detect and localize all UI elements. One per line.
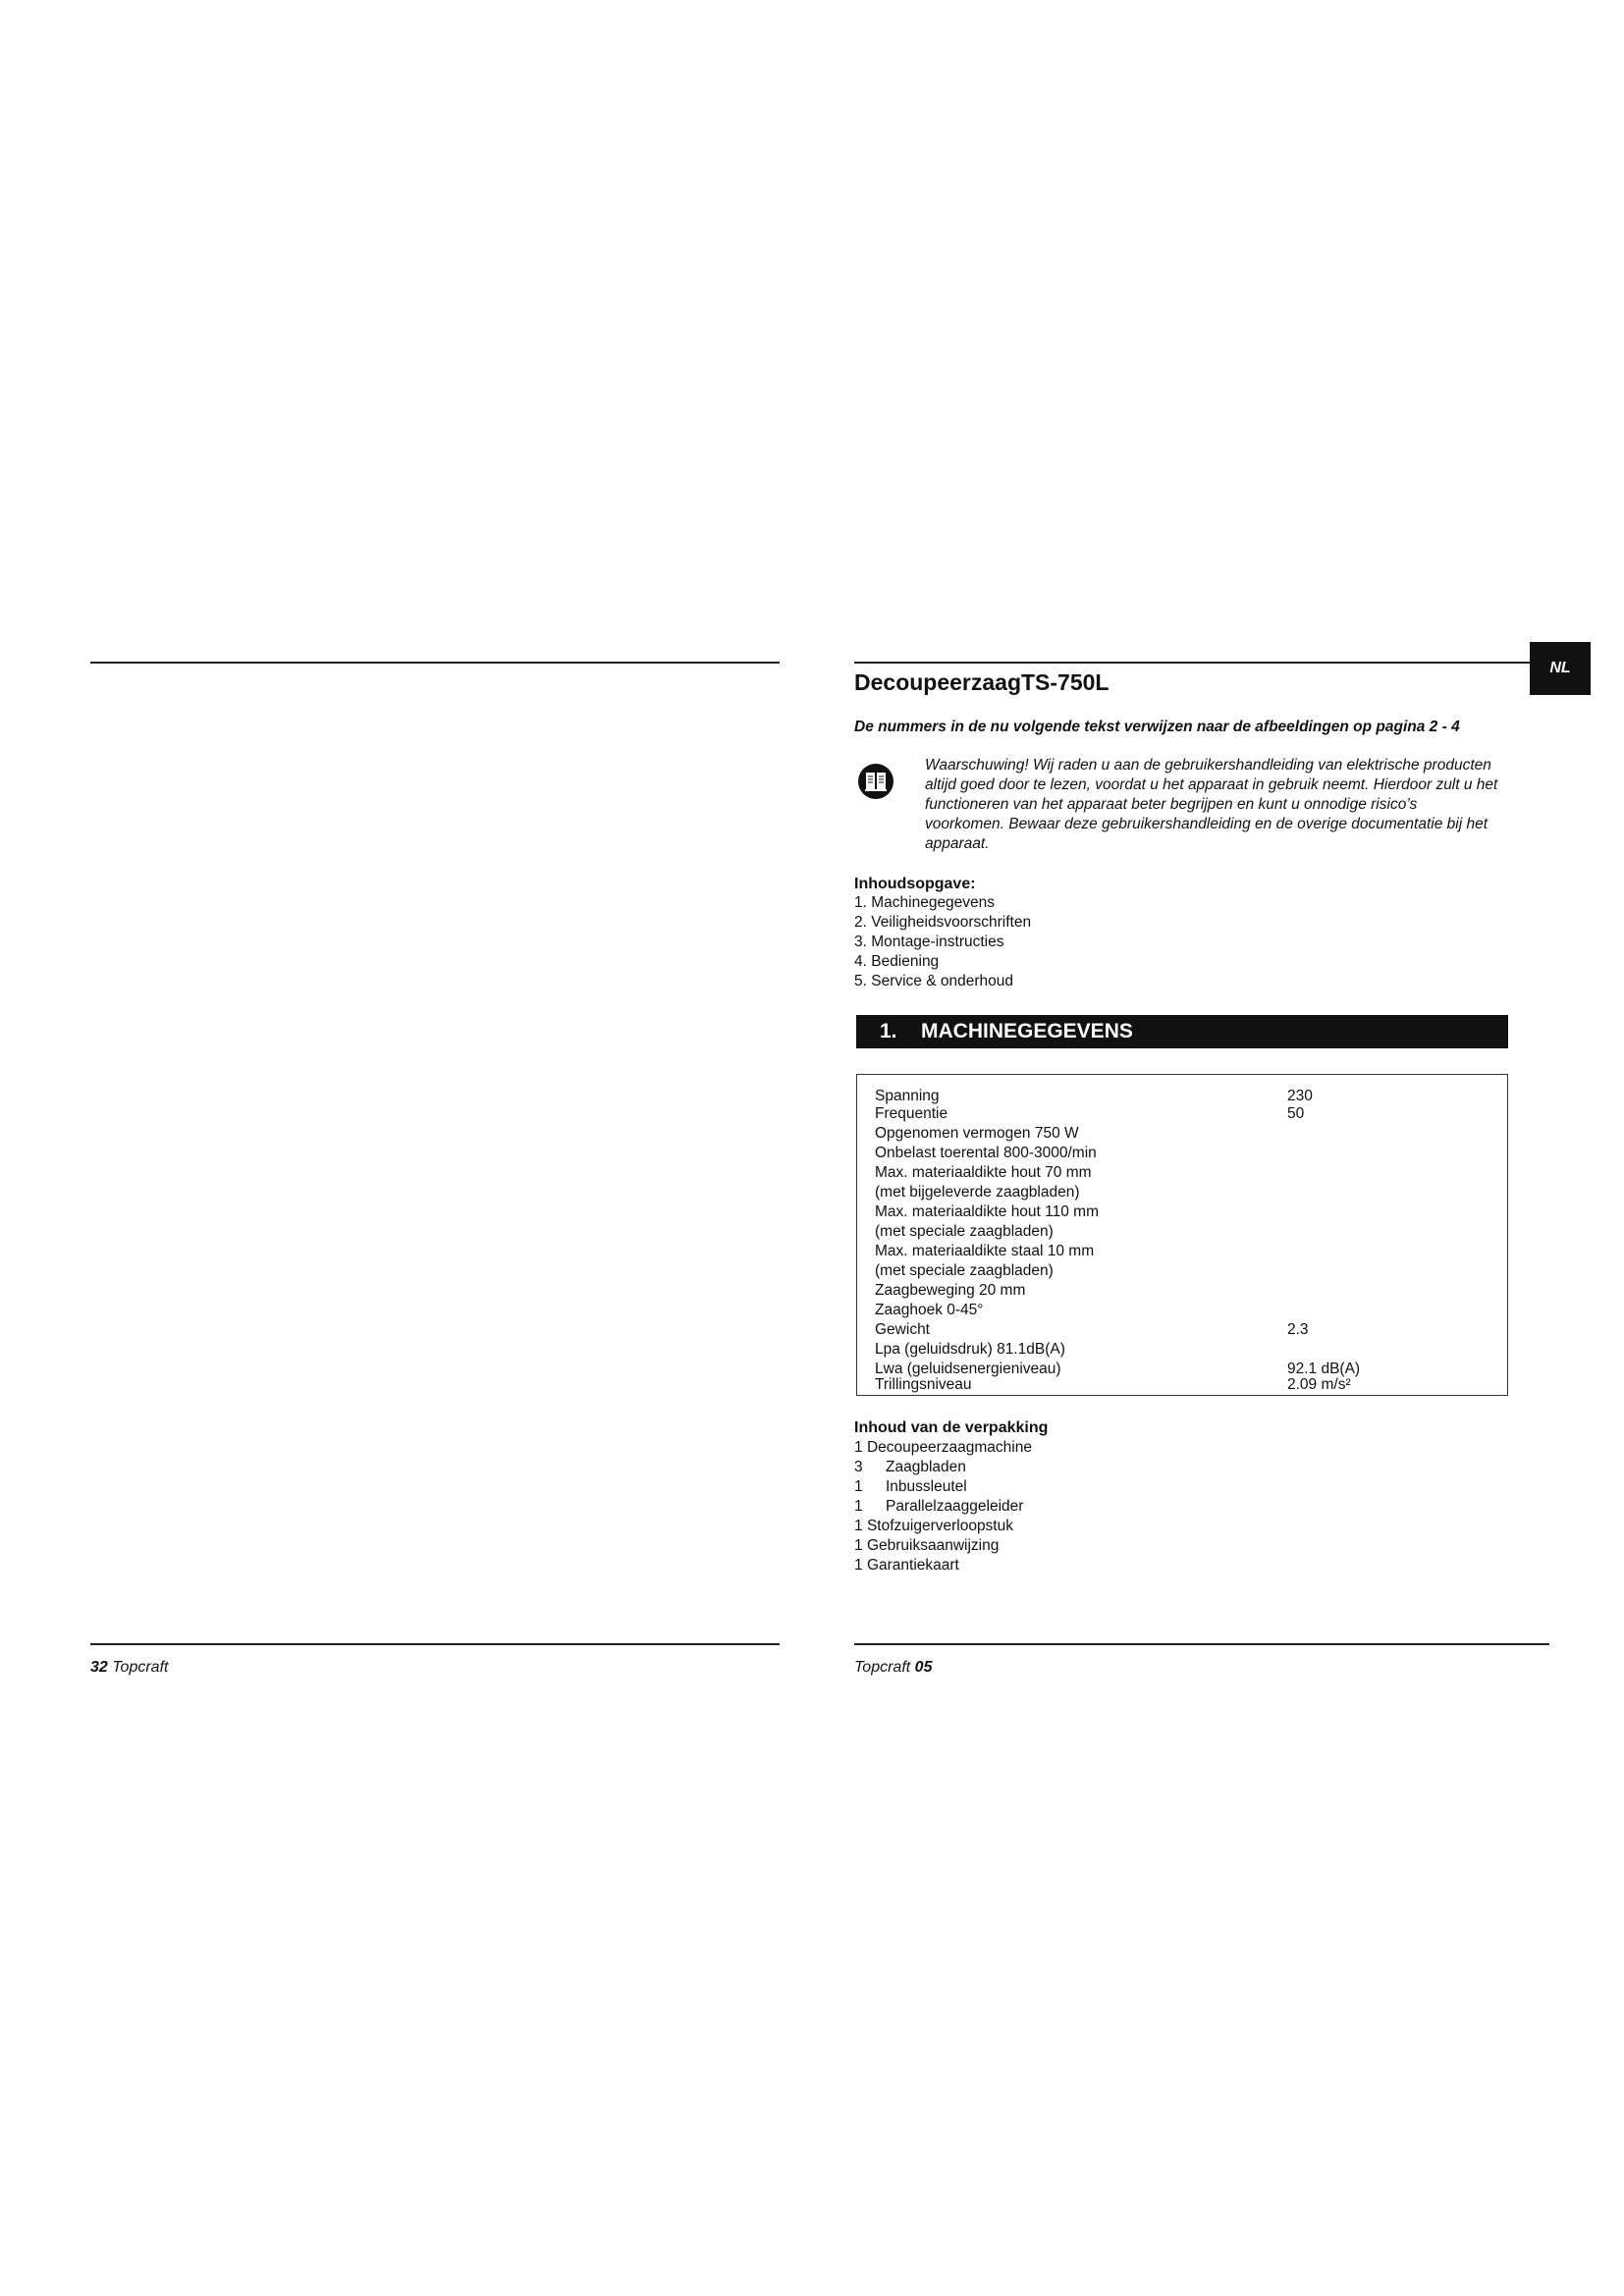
packaging-name: Parallelzaaggeleider xyxy=(886,1498,1024,1515)
warning-line: functioneren van het apparaat beter begrijpen en kunt u onnodige risico’s xyxy=(925,796,1418,813)
spec-value: 50 xyxy=(1287,1105,1305,1122)
left-header-rule xyxy=(90,662,780,664)
spec-row xyxy=(875,1163,1493,1183)
spec-label: Spanning xyxy=(875,1088,940,1104)
packaging-qty: 3 xyxy=(854,1459,863,1475)
spec-row xyxy=(875,1281,1493,1301)
spec-label: Gewicht xyxy=(875,1321,930,1338)
spec-row xyxy=(875,1340,1493,1360)
toc-list xyxy=(854,893,1031,991)
document-title: DecoupeerzaagTS-750L xyxy=(854,669,1110,695)
spec-label: (met bijgeleverde zaagbladen) xyxy=(875,1184,1080,1201)
spec-table xyxy=(856,1074,1508,1396)
spec-value: 230 xyxy=(1287,1088,1313,1104)
packaging-qty: 1 xyxy=(854,1557,863,1574)
spec-row xyxy=(875,1144,1493,1163)
spec-row xyxy=(875,1301,1493,1320)
packaging-qty: 1 xyxy=(854,1478,863,1495)
packaging-name: Garantiekaart xyxy=(866,1557,959,1574)
spec-row xyxy=(875,1104,1493,1124)
packaging-item xyxy=(854,1536,999,1556)
footer-right xyxy=(854,1659,932,1677)
toc-item: 4. Bediening xyxy=(854,953,940,970)
packaging-qty: 1 xyxy=(854,1518,863,1534)
packaging-item xyxy=(854,1438,1032,1458)
spec-row xyxy=(875,1261,1493,1281)
toc-heading: Inhoudsopgave: xyxy=(854,876,976,892)
packaging-name: Decoupeerzaagmachine xyxy=(866,1439,1032,1456)
manual-book-icon xyxy=(856,762,895,801)
language-tab: NL xyxy=(1530,642,1591,695)
figure-reference-note: De nummers in de nu volgende tekst verwijzen naar de afbeeldingen op pagina 2 - 4 xyxy=(854,719,1460,735)
spec-label: Max. materiaaldikte hout 70 mm xyxy=(875,1164,1092,1181)
spec-label: Zaagbeweging 20 mm xyxy=(875,1282,1026,1299)
page-number: 32 xyxy=(90,1659,108,1676)
toc-item: 5. Service & onderhoud xyxy=(854,973,1013,989)
toc-item: 1. Machinegegevens xyxy=(854,894,996,911)
spec-row xyxy=(875,1375,1493,1395)
section-heading-bar xyxy=(856,1015,1508,1048)
packaging-qty: 1 xyxy=(854,1537,863,1554)
spec-label: Opgenomen vermogen 750 W xyxy=(875,1125,1079,1142)
warning-paragraph xyxy=(925,756,1520,854)
page-number: 05 xyxy=(914,1659,933,1676)
packaging-name: Zaagbladen xyxy=(886,1459,966,1475)
packaging-name: Stofzuigerverloopstuk xyxy=(866,1518,1013,1534)
section-title: MACHINEGEGEVENS xyxy=(921,1020,1133,1042)
packaging-qty: 1 xyxy=(854,1498,863,1515)
footer-left xyxy=(90,1659,168,1677)
spec-label: Max. materiaaldikte hout 110 mm xyxy=(875,1203,1100,1220)
warning-line: voorkomen. Bewaar deze gebruikershandleiding en de overige documentatie bij het xyxy=(925,816,1489,832)
packaging-item xyxy=(854,1556,959,1575)
spec-label: Lwa (geluidsenergieniveau) xyxy=(875,1361,1061,1377)
warning-line: altijd goed door te lezen, voordat u het apparaat in gebruik neemt. Hierdoor zult u het xyxy=(925,776,1498,793)
packaging-item xyxy=(854,1497,1024,1517)
section-number: 1. xyxy=(880,1020,897,1042)
spec-label: Onbelast toerental 800-3000/min xyxy=(875,1145,1097,1161)
spec-label: Frequentie xyxy=(875,1105,948,1122)
warning-line: Waarschuwing! Wij raden u aan de gebruikershandleiding van elektrische producten xyxy=(925,757,1491,774)
spec-row xyxy=(875,1087,1493,1106)
spec-label: Max. materiaaldikte staal 10 mm xyxy=(875,1243,1095,1259)
spec-row xyxy=(875,1183,1493,1202)
packaging-item xyxy=(854,1458,966,1477)
toc-item: 3. Montage-instructies xyxy=(854,934,1004,950)
spec-row xyxy=(875,1222,1493,1242)
right-header-rule xyxy=(854,662,1532,664)
spec-row xyxy=(875,1242,1493,1261)
spec-value: 92.1 dB(A) xyxy=(1287,1361,1361,1377)
footer-brand: Topcraft xyxy=(854,1659,911,1676)
spec-row xyxy=(875,1202,1493,1222)
spec-label: Zaaghoek 0-45° xyxy=(875,1302,984,1318)
spec-value: 2.09 m/s² xyxy=(1287,1376,1351,1393)
packaging-item xyxy=(854,1517,1013,1536)
spec-label: Lpa (geluidsdruk) 81.1dB(A) xyxy=(875,1341,1065,1358)
right-footer-rule xyxy=(854,1643,1549,1645)
toc-item: 2. Veiligheidsvoorschriften xyxy=(854,914,1032,931)
spec-label: Trillingsniveau xyxy=(875,1376,972,1393)
packaging-name: Gebruiksaanwijzing xyxy=(866,1537,1000,1554)
spec-row xyxy=(875,1320,1493,1340)
spec-row xyxy=(875,1124,1493,1144)
left-footer-rule xyxy=(90,1643,780,1645)
packaging-name: Inbussleutel xyxy=(886,1478,967,1495)
packaging-item xyxy=(854,1477,967,1497)
warning-line: apparaat. xyxy=(925,835,990,852)
spec-label: (met speciale zaagbladen) xyxy=(875,1262,1054,1279)
packaging-heading: Inhoud van de verpakking xyxy=(854,1419,1049,1436)
packaging-qty: 1 xyxy=(854,1439,863,1456)
footer-brand: Topcraft xyxy=(112,1659,169,1676)
spec-label: (met speciale zaagbladen) xyxy=(875,1223,1054,1240)
spec-value: 2.3 xyxy=(1287,1321,1309,1338)
